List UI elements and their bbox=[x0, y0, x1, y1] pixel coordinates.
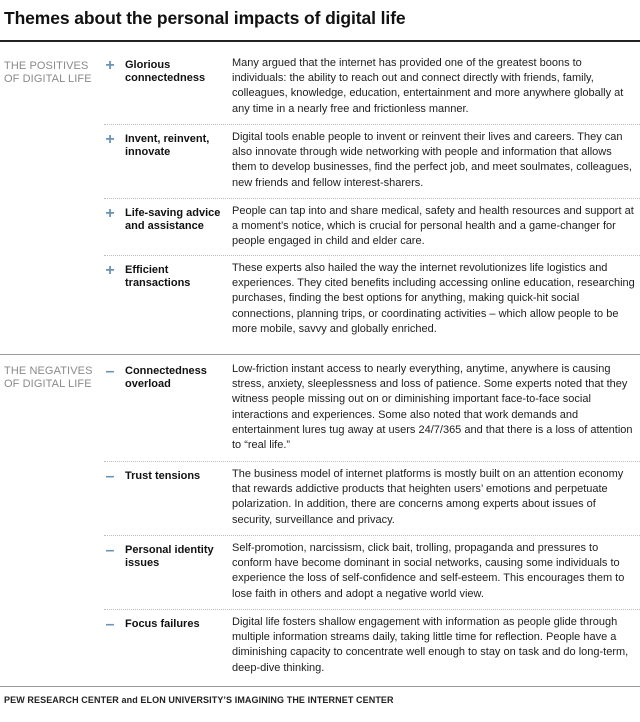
plus-icon: + bbox=[105, 57, 115, 74]
theme-heading: Focus failures bbox=[125, 618, 200, 630]
item-divider bbox=[104, 461, 640, 462]
theme-description: Many argued that the internet has provided one of the greatest boons to individuals: the ability to reach out and connect directly with friends, family, colleagues, knowledge, education, entertainment and more anywhere globally at any time in a nearly free and frictionless manner. bbox=[232, 57, 624, 115]
positives-label-line2: OF DIGITAL LIFE bbox=[4, 73, 92, 85]
title-rule bbox=[0, 40, 640, 42]
theme-description: Self-promotion, narcissism, click bait, trolling, propaganda and pressures to conform have become dominant in social networks, causing some individuals to experience the loss of self-confidence and self-esteem. This encourages them to lose faith in others and adopt a negative world view. bbox=[232, 542, 625, 600]
theme-heading: Invent, reinvent, innovate bbox=[125, 133, 210, 158]
positives-label bbox=[4, 60, 92, 86]
positives-label-line1: THE POSITIVES bbox=[4, 60, 89, 72]
minus-icon: – bbox=[105, 616, 115, 633]
minus-icon: – bbox=[105, 363, 115, 380]
item-divider bbox=[104, 198, 640, 199]
plus-icon: + bbox=[105, 205, 115, 222]
theme-heading: Efficient transactions bbox=[125, 264, 191, 289]
item-divider bbox=[104, 255, 640, 256]
minus-icon: – bbox=[105, 468, 115, 485]
theme-heading: Life-saving advice and assistance bbox=[125, 207, 221, 232]
negatives-label-line1: THE NEGATIVES bbox=[4, 365, 93, 377]
negatives-label-line2: OF DIGITAL LIFE bbox=[4, 378, 92, 390]
theme-description: People can tap into and share medical, safety and health resources and support at a moment’s notice, which is crucial for personal health and a game-changer for people engaged in child and elder care. bbox=[232, 205, 634, 248]
theme-heading: Personal identity issues bbox=[125, 544, 214, 569]
negatives-label bbox=[4, 365, 93, 391]
item-divider bbox=[104, 609, 640, 610]
footer-rule bbox=[0, 686, 640, 687]
page-title: Themes about the personal impacts of digital life bbox=[4, 8, 406, 28]
item-divider bbox=[104, 124, 640, 125]
section-divider bbox=[0, 354, 640, 355]
theme-heading: Glorious connectedness bbox=[125, 59, 206, 84]
theme-description: Digital tools enable people to invent or reinvent their lives and careers. They can also innovate through wide networking with people and information that allows them to develop businesses, find the perfect job, and meet soulmates, colleagues, new friends and fellow interest-sharers. bbox=[232, 131, 632, 189]
theme-description: Digital life fosters shallow engagement with information as people glide through multiple information streams daily, taking little time for reflection. People have a diminishing capacity to concentrate well enough to stay on task and do long-term, deep-dive thinking. bbox=[232, 616, 629, 674]
item-divider bbox=[104, 535, 640, 536]
plus-icon: + bbox=[105, 262, 115, 279]
plus-icon: + bbox=[105, 131, 115, 148]
theme-description: Low-friction instant access to nearly everything, anytime, anywhere is causing stress, anxiety, sleeplessness and loss of patience. Some experts noted that they witness people missing out on or diminishing important face-to-face social interactions and experiences. Some also noted that work demands and entertainment lures tug away at users 24/7/365 and that there is a loss of attention to “real life.” bbox=[232, 363, 633, 452]
theme-description: The business model of internet platforms is mostly built on an attention economy that rewards addictive products that heighten users’ emotions and perpetuate polarization. In addition, there are concerns among experts about issues of security, surveillance and privacy. bbox=[232, 468, 624, 526]
theme-heading: Trust tensions bbox=[125, 470, 201, 482]
theme-description: These experts also hailed the way the internet revolutionizes life logistics and experiences. They cited benefits including accessing online education, researching purchases, finding the best options for anything, making quick-hit social connections, planning trips, or coordinating activities – which allow people to be more mobile, savvy and globally enriched. bbox=[232, 262, 635, 335]
source-footer: PEW RESEARCH CENTER and ELON UNIVERSITY’S IMAGINING THE INTERNET CENTER bbox=[4, 695, 394, 705]
theme-heading: Connectedness overload bbox=[125, 365, 207, 390]
minus-icon: – bbox=[105, 542, 115, 559]
